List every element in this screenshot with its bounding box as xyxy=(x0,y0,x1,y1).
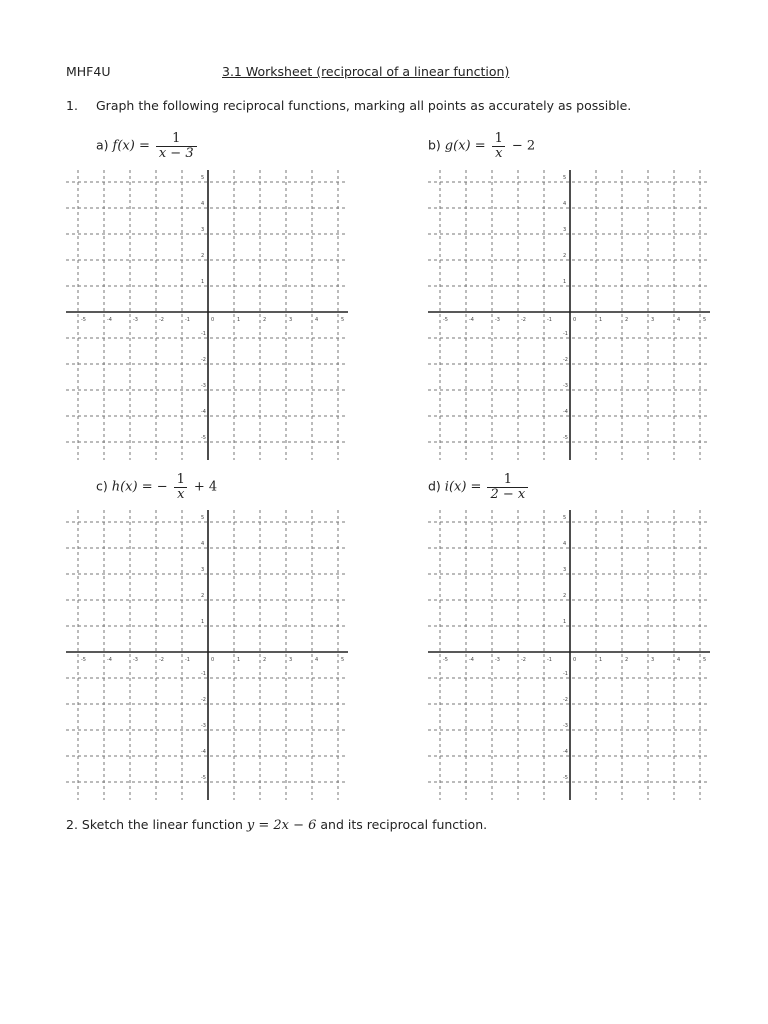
y-tick-label: 1 xyxy=(563,279,567,285)
x-tick-label: -1 xyxy=(185,317,190,323)
x-tick-label: -2 xyxy=(521,657,526,663)
x-tick-label: 0 xyxy=(573,317,577,323)
y-tick-label: -2 xyxy=(563,357,568,363)
graph-grid-c xyxy=(66,510,348,800)
x-tick-label: 5 xyxy=(703,657,707,663)
x-tick-label: -4 xyxy=(107,657,112,663)
y-tick-label: 5 xyxy=(201,175,205,181)
y-tick-label: -1 xyxy=(563,671,568,677)
y-tick-label: -3 xyxy=(201,383,206,389)
y-tick-label: 3 xyxy=(201,227,205,233)
y-tick-label: 5 xyxy=(563,515,567,521)
question-2-prefix: 2. Sketch the linear function xyxy=(66,817,243,832)
y-tick-label: -3 xyxy=(563,383,568,389)
x-tick-label: 3 xyxy=(651,657,655,663)
y-tick-label: 5 xyxy=(201,515,205,521)
y-tick-label: -5 xyxy=(563,435,568,441)
x-tick-label: 3 xyxy=(289,657,293,663)
graph-grid-b xyxy=(428,170,710,460)
x-tick-label: -5 xyxy=(443,657,448,663)
question-1-text: Graph the following reciprocal functions, marking all points as accurately as possible. xyxy=(96,98,632,113)
y-tick-label: 4 xyxy=(563,201,567,207)
question-2 xyxy=(66,817,487,833)
question-2-equation: y = 2x − 6 xyxy=(246,818,317,833)
part-b-function-name: g(x) = xyxy=(444,138,486,154)
y-tick-label: -5 xyxy=(201,775,206,781)
x-tick-label: -3 xyxy=(495,317,500,323)
part-a-denominator: x − 3 xyxy=(156,146,197,161)
part-c-equation xyxy=(96,473,217,501)
x-tick-label: -5 xyxy=(81,317,86,323)
y-tick-label: 4 xyxy=(201,201,205,207)
part-a-fraction xyxy=(156,132,197,160)
y-tick-label: 3 xyxy=(563,567,567,573)
x-tick-label: -3 xyxy=(495,657,500,663)
y-tick-label: 1 xyxy=(201,279,205,285)
x-tick-label: 5 xyxy=(703,317,707,323)
x-tick-label: -1 xyxy=(185,657,190,663)
part-d-denominator: 2 − x xyxy=(487,487,528,502)
y-tick-label: 3 xyxy=(201,567,205,573)
x-tick-label: -5 xyxy=(81,657,86,663)
y-tick-label: -4 xyxy=(563,749,568,755)
part-b-suffix: − 2 xyxy=(511,138,536,154)
x-tick-label: -4 xyxy=(469,317,474,323)
part-c-label: c) xyxy=(96,478,108,494)
part-a-label: a) xyxy=(96,137,109,153)
part-b-fraction xyxy=(492,132,506,160)
y-tick-label: -5 xyxy=(563,775,568,781)
part-c-fraction xyxy=(174,473,188,501)
x-tick-label: -3 xyxy=(133,317,138,323)
part-b-denominator: x xyxy=(492,146,505,161)
y-tick-label: -4 xyxy=(201,409,206,415)
y-tick-label: -1 xyxy=(201,671,206,677)
y-tick-label: 2 xyxy=(201,593,205,599)
part-d-label: d) xyxy=(428,478,441,494)
x-tick-label: 0 xyxy=(211,657,215,663)
x-tick-label: 4 xyxy=(315,657,319,663)
x-tick-label: -1 xyxy=(547,657,552,663)
x-tick-label: -4 xyxy=(469,657,474,663)
worksheet-title: 3.1 Worksheet (reciprocal of a linear function) xyxy=(222,64,510,79)
y-tick-label: -2 xyxy=(201,697,206,703)
x-tick-label: 4 xyxy=(677,657,681,663)
x-tick-label: -2 xyxy=(159,657,164,663)
part-d-fraction xyxy=(487,473,528,501)
x-tick-label: 0 xyxy=(211,317,215,323)
x-tick-label: -5 xyxy=(443,317,448,323)
graph-grid-a xyxy=(66,170,348,460)
y-tick-label: -2 xyxy=(201,357,206,363)
x-tick-label: 1 xyxy=(237,657,241,663)
y-tick-label: 1 xyxy=(563,619,567,625)
question-1-number: 1. xyxy=(66,98,78,113)
y-tick-label: 3 xyxy=(563,227,567,233)
x-tick-label: 3 xyxy=(651,317,655,323)
y-tick-label: -3 xyxy=(563,723,568,729)
x-tick-label: 2 xyxy=(263,317,267,323)
x-tick-label: -4 xyxy=(107,317,112,323)
y-tick-label: 4 xyxy=(201,541,205,547)
part-c-suffix: + 4 xyxy=(193,479,218,495)
x-tick-label: 0 xyxy=(573,657,577,663)
x-tick-label: 2 xyxy=(625,657,629,663)
y-tick-label: 5 xyxy=(563,175,567,181)
part-d-equation xyxy=(428,473,530,501)
y-tick-label: 4 xyxy=(563,541,567,547)
x-tick-label: -2 xyxy=(521,317,526,323)
y-tick-label: -2 xyxy=(563,697,568,703)
y-tick-label: -1 xyxy=(563,331,568,337)
x-tick-label: 5 xyxy=(341,657,345,663)
x-tick-label: 1 xyxy=(599,317,603,323)
x-tick-label: 1 xyxy=(599,657,603,663)
x-tick-label: 2 xyxy=(625,317,629,323)
part-d-numerator: 1 xyxy=(503,472,512,487)
part-b-label: b) xyxy=(428,137,441,153)
x-tick-label: 5 xyxy=(341,317,345,323)
part-a-numerator: 1 xyxy=(172,131,181,146)
x-tick-label: -3 xyxy=(133,657,138,663)
y-tick-label: -4 xyxy=(563,409,568,415)
part-c-denominator: x xyxy=(174,487,187,502)
x-tick-label: 4 xyxy=(677,317,681,323)
y-tick-label: 2 xyxy=(201,253,205,259)
part-b-equation xyxy=(428,132,535,160)
course-code: MHF4U xyxy=(66,64,111,79)
question-2-suffix: and its reciprocal function. xyxy=(320,817,488,832)
x-tick-label: 3 xyxy=(289,317,293,323)
part-b-numerator: 1 xyxy=(494,131,503,146)
x-tick-label: -1 xyxy=(547,317,552,323)
part-d-function-name: i(x) = xyxy=(444,479,482,495)
y-tick-label: -4 xyxy=(201,749,206,755)
y-tick-label: -3 xyxy=(201,723,206,729)
y-tick-label: 1 xyxy=(201,619,205,625)
x-tick-label: 2 xyxy=(263,657,267,663)
x-tick-label: 4 xyxy=(315,317,319,323)
y-tick-label: -5 xyxy=(201,435,206,441)
part-a-function-name: f(x) = xyxy=(112,138,150,154)
x-tick-label: 1 xyxy=(237,317,241,323)
part-a-equation xyxy=(96,132,199,160)
part-c-function-name: h(x) = − xyxy=(111,479,168,495)
y-tick-label: 2 xyxy=(563,593,567,599)
y-tick-label: 2 xyxy=(563,253,567,259)
graph-grid-d xyxy=(428,510,710,800)
part-c-numerator: 1 xyxy=(176,472,185,487)
x-tick-label: -2 xyxy=(159,317,164,323)
y-tick-label: -1 xyxy=(201,331,206,337)
